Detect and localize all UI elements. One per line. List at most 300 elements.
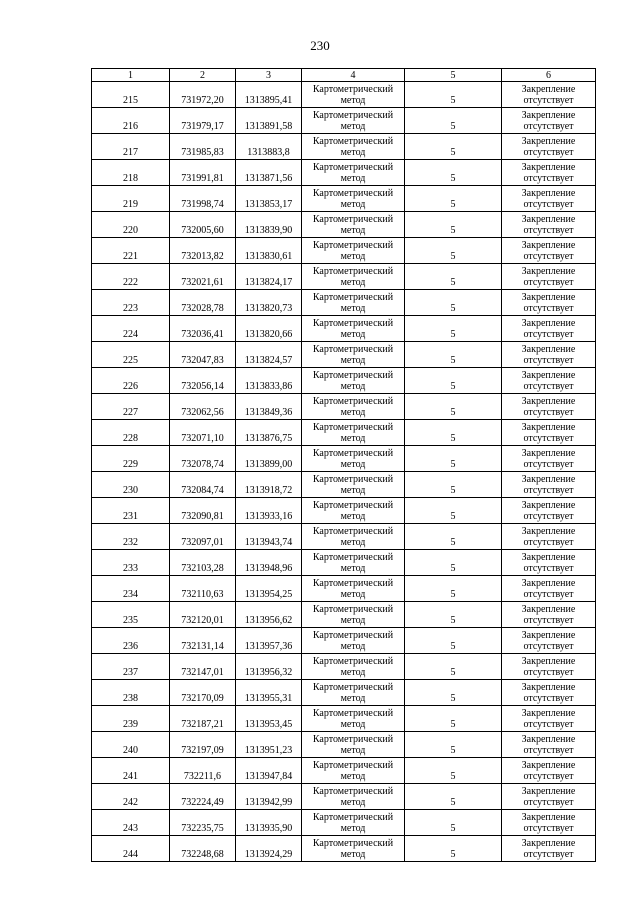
fixation-cell xyxy=(502,550,596,576)
fixation-cell xyxy=(502,82,596,108)
point-number-cell: 237 xyxy=(92,654,170,680)
coordinates-table xyxy=(91,68,596,862)
x-coordinate-cell: 732090,81 xyxy=(170,498,236,524)
point-number-cell: 230 xyxy=(92,472,170,498)
fixation-text-line2: отсутствует xyxy=(523,303,574,314)
fixation-text-line1: Закрепление xyxy=(521,838,576,849)
accuracy-cell: 5 xyxy=(405,446,502,472)
x-coordinate-cell: 732110,63 xyxy=(170,576,236,602)
method-cell xyxy=(302,706,405,732)
table-body xyxy=(92,82,596,862)
table-row xyxy=(92,342,596,368)
accuracy-cell: 5 xyxy=(405,550,502,576)
fixation-text-line1: Закрепление xyxy=(521,786,576,797)
table-row xyxy=(92,784,596,810)
table-row xyxy=(92,82,596,108)
table-row xyxy=(92,134,596,160)
accuracy-cell: 5 xyxy=(405,810,502,836)
method-text-line1: Картометрический xyxy=(312,786,394,797)
method-text-line1: Картометрический xyxy=(312,760,394,771)
table-row xyxy=(92,602,596,628)
fixation-text-line2: отсутствует xyxy=(523,407,574,418)
fixation-text-line1: Закрепление xyxy=(521,240,576,251)
x-coordinate-cell: 732062,56 xyxy=(170,394,236,420)
method-text-line2: метод xyxy=(340,719,366,730)
x-coordinate-cell: 732036,41 xyxy=(170,316,236,342)
point-number-cell: 243 xyxy=(92,810,170,836)
x-coordinate-cell: 731979,17 xyxy=(170,108,236,134)
y-coordinate-cell: 1313820,66 xyxy=(236,316,302,342)
x-coordinate-cell: 732224,49 xyxy=(170,784,236,810)
accuracy-cell: 5 xyxy=(405,628,502,654)
y-coordinate-cell: 1313839,90 xyxy=(236,212,302,238)
method-text-line1: Картометрический xyxy=(312,708,394,719)
fixation-cell xyxy=(502,290,596,316)
y-coordinate-cell: 1313947,84 xyxy=(236,758,302,784)
method-cell xyxy=(302,368,405,394)
accuracy-cell: 5 xyxy=(405,576,502,602)
y-coordinate-cell: 1313871,56 xyxy=(236,160,302,186)
accuracy-cell: 5 xyxy=(405,82,502,108)
point-number-cell: 233 xyxy=(92,550,170,576)
table-row xyxy=(92,368,596,394)
fixation-text-line1: Закрепление xyxy=(521,110,576,121)
point-number-cell: 231 xyxy=(92,498,170,524)
y-coordinate-cell: 1313957,36 xyxy=(236,628,302,654)
column-header: 3 xyxy=(236,69,302,82)
fixation-text-line2: отсутствует xyxy=(523,849,574,860)
method-text-line1: Картометрический xyxy=(312,422,394,433)
method-cell xyxy=(302,186,405,212)
accuracy-cell: 5 xyxy=(405,108,502,134)
method-text-line2: метод xyxy=(340,849,366,860)
accuracy-cell: 5 xyxy=(405,524,502,550)
y-coordinate-cell: 1313833,86 xyxy=(236,368,302,394)
fixation-text-line1: Закрепление xyxy=(521,708,576,719)
fixation-text-line1: Закрепление xyxy=(521,474,576,485)
y-coordinate-cell: 1313933,16 xyxy=(236,498,302,524)
fixation-text-line1: Закрепление xyxy=(521,630,576,641)
method-cell xyxy=(302,420,405,446)
y-coordinate-cell: 1313820,73 xyxy=(236,290,302,316)
y-coordinate-cell: 1313943,74 xyxy=(236,524,302,550)
fixation-cell xyxy=(502,628,596,654)
point-number-cell: 236 xyxy=(92,628,170,654)
x-coordinate-cell: 731972,20 xyxy=(170,82,236,108)
table-row xyxy=(92,550,596,576)
method-text-line2: метод xyxy=(340,693,366,704)
point-number-cell: 229 xyxy=(92,446,170,472)
point-number-cell: 232 xyxy=(92,524,170,550)
table-row xyxy=(92,264,596,290)
fixation-text-line1: Закрепление xyxy=(521,370,576,381)
table-row xyxy=(92,420,596,446)
method-text-line1: Картометрический xyxy=(312,162,394,173)
page-number: 230 xyxy=(310,38,330,53)
fixation-cell xyxy=(502,368,596,394)
method-text-line2: метод xyxy=(340,173,366,184)
fixation-text-line2: отсутствует xyxy=(523,173,574,184)
method-text-line1: Картометрический xyxy=(312,500,394,511)
point-number-cell: 218 xyxy=(92,160,170,186)
method-text-line1: Картометрический xyxy=(312,370,394,381)
accuracy-cell: 5 xyxy=(405,134,502,160)
accuracy-cell: 5 xyxy=(405,680,502,706)
method-text-line2: метод xyxy=(340,485,366,496)
y-coordinate-cell: 1313830,61 xyxy=(236,238,302,264)
method-cell xyxy=(302,108,405,134)
fixation-cell xyxy=(502,732,596,758)
table-row xyxy=(92,394,596,420)
point-number-cell: 241 xyxy=(92,758,170,784)
accuracy-cell: 5 xyxy=(405,654,502,680)
method-cell xyxy=(302,550,405,576)
method-text-line1: Картометрический xyxy=(312,188,394,199)
method-text-line2: метод xyxy=(340,823,366,834)
method-cell xyxy=(302,680,405,706)
fixation-text-line1: Закрепление xyxy=(521,162,576,173)
fixation-text-line1: Закрепление xyxy=(521,448,576,459)
y-coordinate-cell: 1313924,29 xyxy=(236,836,302,862)
method-text-line1: Картометрический xyxy=(312,474,394,485)
method-cell xyxy=(302,810,405,836)
fixation-cell xyxy=(502,498,596,524)
y-coordinate-cell: 1313895,41 xyxy=(236,82,302,108)
fixation-cell xyxy=(502,524,596,550)
accuracy-cell: 5 xyxy=(405,784,502,810)
fixation-cell xyxy=(502,654,596,680)
fixation-cell xyxy=(502,342,596,368)
fixation-cell xyxy=(502,420,596,446)
fixation-cell xyxy=(502,576,596,602)
column-header: 1 xyxy=(92,69,170,82)
fixation-cell xyxy=(502,446,596,472)
method-text-line1: Картометрический xyxy=(312,656,394,667)
method-text-line2: метод xyxy=(340,147,366,158)
y-coordinate-cell: 1313954,25 xyxy=(236,576,302,602)
y-coordinate-cell: 1313849,36 xyxy=(236,394,302,420)
y-coordinate-cell: 1313824,17 xyxy=(236,264,302,290)
method-text-line2: метод xyxy=(340,667,366,678)
fixation-cell xyxy=(502,758,596,784)
method-text-line1: Картометрический xyxy=(312,84,394,95)
point-number-cell: 226 xyxy=(92,368,170,394)
point-number-cell: 222 xyxy=(92,264,170,290)
fixation-text-line2: отсутствует xyxy=(523,745,574,756)
method-text-line1: Картометрический xyxy=(312,110,394,121)
y-coordinate-cell: 1313956,62 xyxy=(236,602,302,628)
method-cell xyxy=(302,160,405,186)
fixation-cell xyxy=(502,784,596,810)
method-text-line2: метод xyxy=(340,355,366,366)
accuracy-cell: 5 xyxy=(405,498,502,524)
fixation-text-line2: отсутствует xyxy=(523,433,574,444)
point-number-cell: 228 xyxy=(92,420,170,446)
method-text-line2: метод xyxy=(340,225,366,236)
fixation-text-line2: отсутствует xyxy=(523,771,574,782)
x-coordinate-cell: 731991,81 xyxy=(170,160,236,186)
method-text-line1: Картометрический xyxy=(312,526,394,537)
fixation-text-line1: Закрепление xyxy=(521,344,576,355)
table-row xyxy=(92,758,596,784)
fixation-text-line2: отсутствует xyxy=(523,355,574,366)
x-coordinate-cell: 732147,01 xyxy=(170,654,236,680)
method-cell xyxy=(302,758,405,784)
fixation-text-line1: Закрепление xyxy=(521,526,576,537)
method-cell xyxy=(302,290,405,316)
table-row xyxy=(92,628,596,654)
fixation-text-line2: отсутствует xyxy=(523,147,574,158)
table-row xyxy=(92,186,596,212)
method-text-line2: метод xyxy=(340,381,366,392)
accuracy-cell: 5 xyxy=(405,342,502,368)
accuracy-cell: 5 xyxy=(405,212,502,238)
fixation-text-line2: отсутствует xyxy=(523,719,574,730)
method-cell xyxy=(302,316,405,342)
table-row xyxy=(92,524,596,550)
fixation-text-line2: отсутствует xyxy=(523,459,574,470)
method-cell xyxy=(302,212,405,238)
table-row xyxy=(92,654,596,680)
point-number-cell: 224 xyxy=(92,316,170,342)
y-coordinate-cell: 1313956,32 xyxy=(236,654,302,680)
method-text-line2: метод xyxy=(340,277,366,288)
point-number-cell: 221 xyxy=(92,238,170,264)
method-cell xyxy=(302,524,405,550)
method-cell xyxy=(302,576,405,602)
method-cell xyxy=(302,602,405,628)
table-row xyxy=(92,108,596,134)
x-coordinate-cell: 732084,74 xyxy=(170,472,236,498)
accuracy-cell: 5 xyxy=(405,160,502,186)
x-coordinate-cell: 732211,6 xyxy=(170,758,236,784)
method-cell xyxy=(302,238,405,264)
fixation-text-line1: Закрепление xyxy=(521,422,576,433)
fixation-text-line1: Закрепление xyxy=(521,552,576,563)
y-coordinate-cell: 1313876,75 xyxy=(236,420,302,446)
method-cell xyxy=(302,264,405,290)
x-coordinate-cell: 731998,74 xyxy=(170,186,236,212)
y-coordinate-cell: 1313853,17 xyxy=(236,186,302,212)
method-text-line2: метод xyxy=(340,771,366,782)
method-text-line2: метод xyxy=(340,797,366,808)
method-text-line1: Картометрический xyxy=(312,344,394,355)
point-number-cell: 219 xyxy=(92,186,170,212)
method-text-line2: метод xyxy=(340,745,366,756)
y-coordinate-cell: 1313883,8 xyxy=(236,134,302,160)
fixation-cell xyxy=(502,186,596,212)
method-text-line1: Картометрический xyxy=(312,838,394,849)
fixation-text-line2: отсутствует xyxy=(523,693,574,704)
column-header: 5 xyxy=(405,69,502,82)
table-row xyxy=(92,290,596,316)
x-coordinate-cell: 732078,74 xyxy=(170,446,236,472)
x-coordinate-cell: 732071,10 xyxy=(170,420,236,446)
fixation-cell xyxy=(502,680,596,706)
fixation-text-line2: отсутствует xyxy=(523,251,574,262)
fixation-text-line1: Закрепление xyxy=(521,500,576,511)
table-row xyxy=(92,498,596,524)
table-row xyxy=(92,680,596,706)
table-row xyxy=(92,810,596,836)
method-text-line2: метод xyxy=(340,563,366,574)
x-coordinate-cell: 732187,21 xyxy=(170,706,236,732)
fixation-text-line2: отсутствует xyxy=(523,537,574,548)
method-cell xyxy=(302,394,405,420)
accuracy-cell: 5 xyxy=(405,420,502,446)
method-cell xyxy=(302,82,405,108)
x-coordinate-cell: 732047,83 xyxy=(170,342,236,368)
fixation-cell xyxy=(502,316,596,342)
method-text-line1: Картометрический xyxy=(312,812,394,823)
method-cell xyxy=(302,472,405,498)
column-header: 4 xyxy=(302,69,405,82)
point-number-cell: 223 xyxy=(92,290,170,316)
method-cell xyxy=(302,732,405,758)
fixation-cell xyxy=(502,810,596,836)
accuracy-cell: 5 xyxy=(405,394,502,420)
fixation-text-line1: Закрепление xyxy=(521,266,576,277)
method-cell xyxy=(302,836,405,862)
fixation-text-line2: отсутствует xyxy=(523,121,574,132)
method-text-line2: метод xyxy=(340,303,366,314)
method-text-line2: метод xyxy=(340,589,366,600)
table-header-row xyxy=(92,69,596,82)
y-coordinate-cell: 1313918,72 xyxy=(236,472,302,498)
x-coordinate-cell: 732197,09 xyxy=(170,732,236,758)
y-coordinate-cell: 1313899,00 xyxy=(236,446,302,472)
method-text-line1: Картометрический xyxy=(312,682,394,693)
method-text-line1: Картометрический xyxy=(312,734,394,745)
point-number-cell: 217 xyxy=(92,134,170,160)
fixation-text-line2: отсутствует xyxy=(523,199,574,210)
point-number-cell: 242 xyxy=(92,784,170,810)
point-number-cell: 235 xyxy=(92,602,170,628)
x-coordinate-cell: 732131,14 xyxy=(170,628,236,654)
method-text-line2: метод xyxy=(340,537,366,548)
x-coordinate-cell: 732056,14 xyxy=(170,368,236,394)
accuracy-cell: 5 xyxy=(405,368,502,394)
method-text-line1: Картометрический xyxy=(312,266,394,277)
y-coordinate-cell: 1313824,57 xyxy=(236,342,302,368)
accuracy-cell: 5 xyxy=(405,836,502,862)
method-text-line2: метод xyxy=(340,199,366,210)
accuracy-cell: 5 xyxy=(405,732,502,758)
accuracy-cell: 5 xyxy=(405,290,502,316)
y-coordinate-cell: 1313891,58 xyxy=(236,108,302,134)
method-text-line1: Картометрический xyxy=(312,292,394,303)
method-text-line1: Картометрический xyxy=(312,552,394,563)
method-cell xyxy=(302,784,405,810)
fixation-text-line2: отсутствует xyxy=(523,381,574,392)
fixation-cell xyxy=(502,706,596,732)
table-row xyxy=(92,706,596,732)
column-header: 6 xyxy=(502,69,596,82)
table-row xyxy=(92,576,596,602)
fixation-text-line2: отсутствует xyxy=(523,667,574,678)
fixation-text-line1: Закрепление xyxy=(521,318,576,329)
fixation-cell xyxy=(502,238,596,264)
method-text-line1: Картометрический xyxy=(312,604,394,615)
fixation-cell xyxy=(502,160,596,186)
x-coordinate-cell: 732028,78 xyxy=(170,290,236,316)
fixation-text-line1: Закрепление xyxy=(521,578,576,589)
fixation-cell xyxy=(502,472,596,498)
y-coordinate-cell: 1313955,31 xyxy=(236,680,302,706)
fixation-text-line1: Закрепление xyxy=(521,734,576,745)
point-number-cell: 244 xyxy=(92,836,170,862)
accuracy-cell: 5 xyxy=(405,602,502,628)
fixation-cell xyxy=(502,264,596,290)
fixation-text-line2: отсутствует xyxy=(523,485,574,496)
x-coordinate-cell: 732248,68 xyxy=(170,836,236,862)
method-text-line2: метод xyxy=(340,407,366,418)
x-coordinate-cell: 732120,01 xyxy=(170,602,236,628)
x-coordinate-cell: 732097,01 xyxy=(170,524,236,550)
method-text-line2: метод xyxy=(340,95,366,106)
table-row xyxy=(92,316,596,342)
method-text-line1: Картометрический xyxy=(312,448,394,459)
y-coordinate-cell: 1313953,45 xyxy=(236,706,302,732)
fixation-text-line1: Закрепление xyxy=(521,396,576,407)
table-row xyxy=(92,446,596,472)
method-cell xyxy=(302,628,405,654)
fixation-text-line1: Закрепление xyxy=(521,84,576,95)
fixation-cell xyxy=(502,394,596,420)
point-number-cell: 220 xyxy=(92,212,170,238)
table-row xyxy=(92,732,596,758)
fixation-cell xyxy=(502,836,596,862)
fixation-text-line2: отсутствует xyxy=(523,589,574,600)
table-row xyxy=(92,160,596,186)
method-text-line1: Картометрический xyxy=(312,630,394,641)
point-number-cell: 216 xyxy=(92,108,170,134)
fixation-text-line1: Закрепление xyxy=(521,604,576,615)
fixation-text-line2: отсутствует xyxy=(523,225,574,236)
method-cell xyxy=(302,342,405,368)
method-text-line2: метод xyxy=(340,641,366,652)
method-cell xyxy=(302,134,405,160)
method-text-line2: метод xyxy=(340,121,366,132)
fixation-text-line2: отсутствует xyxy=(523,277,574,288)
method-cell xyxy=(302,446,405,472)
column-header: 2 xyxy=(170,69,236,82)
table-row xyxy=(92,836,596,862)
fixation-text-line1: Закрепление xyxy=(521,682,576,693)
point-number-cell: 234 xyxy=(92,576,170,602)
method-text-line2: метод xyxy=(340,433,366,444)
method-cell xyxy=(302,654,405,680)
method-text-line2: метод xyxy=(340,251,366,262)
accuracy-cell: 5 xyxy=(405,706,502,732)
fixation-text-line2: отсутствует xyxy=(523,823,574,834)
x-coordinate-cell: 731985,83 xyxy=(170,134,236,160)
method-text-line2: метод xyxy=(340,329,366,340)
y-coordinate-cell: 1313948,96 xyxy=(236,550,302,576)
fixation-text-line1: Закрепление xyxy=(521,136,576,147)
x-coordinate-cell: 732170,09 xyxy=(170,680,236,706)
method-text-line2: метод xyxy=(340,459,366,470)
y-coordinate-cell: 1313942,99 xyxy=(236,784,302,810)
method-text-line2: метод xyxy=(340,615,366,626)
fixation-cell xyxy=(502,212,596,238)
point-number-cell: 215 xyxy=(92,82,170,108)
fixation-text-line1: Закрепление xyxy=(521,188,576,199)
fixation-text-line2: отсутствует xyxy=(523,511,574,522)
fixation-text-line2: отсутствует xyxy=(523,615,574,626)
fixation-text-line1: Закрепление xyxy=(521,760,576,771)
table-row xyxy=(92,212,596,238)
